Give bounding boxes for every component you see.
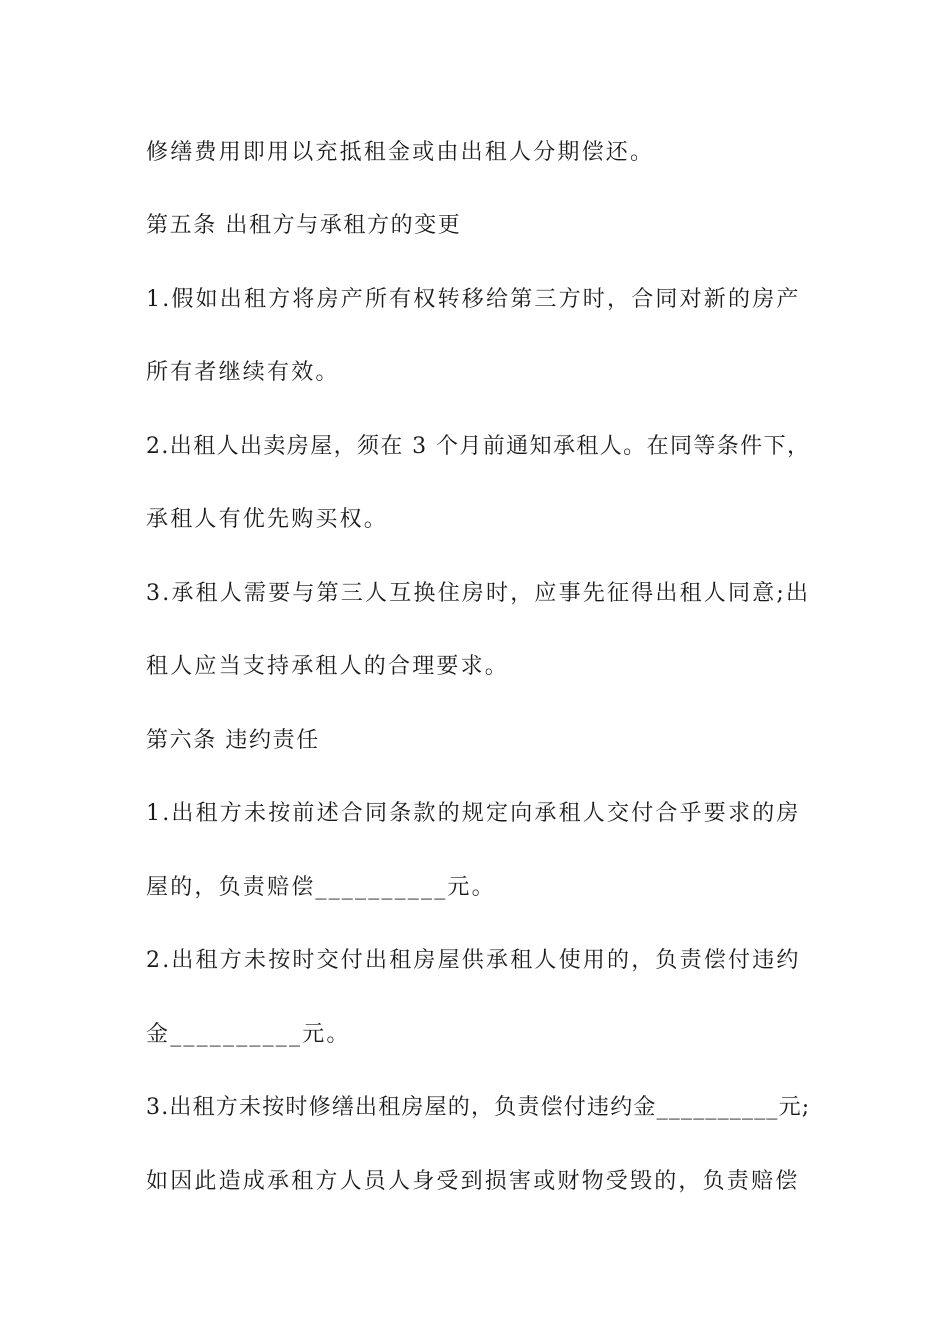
section-heading-article-6: 第六条 违约责任 xyxy=(146,728,320,753)
paragraph-line: 3.承租人需要与第三人互换住房时，应事先征得出租人同意;出 xyxy=(146,581,811,606)
paragraph-line: 所有者继续有效。 xyxy=(146,360,340,385)
paragraph-line: 屋的，负责赔偿__________元。 xyxy=(146,875,496,900)
paragraph-line: 2.出租人出卖房屋，须在 3 个月前通知承租人。在同等条件下， xyxy=(146,434,811,459)
paragraph-line: 修缮费用即用以充抵租金或由出租人分期偿还。 xyxy=(146,140,655,165)
paragraph-line: 1.出租方未按前述合同条款的规定向承租人交付合乎要求的房 xyxy=(146,801,801,826)
paragraph-line: 金__________元。 xyxy=(146,1022,351,1047)
paragraph-line: 1.假如出租方将房产所有权转移给第三方时，合同对新的房产 xyxy=(146,287,801,312)
paragraph-line: 如因此造成承租方人员人身受到损害或财物受毁的，负责赔偿 xyxy=(146,1169,800,1194)
paragraph-line: 承租人有优先购买权。 xyxy=(146,507,389,532)
paragraph-line: 2.出租方未按时交付出租房屋供承租人使用的，负责偿付违约 xyxy=(146,948,801,973)
paragraph-line: 租人应当支持承租人的合理要求。 xyxy=(146,654,510,679)
paragraph-line: 3.出租方未按时修缮出租房屋的，负责偿付违约金__________元; xyxy=(146,1095,811,1120)
section-heading-article-5: 第五条 出租方与承租方的变更 xyxy=(146,213,462,238)
